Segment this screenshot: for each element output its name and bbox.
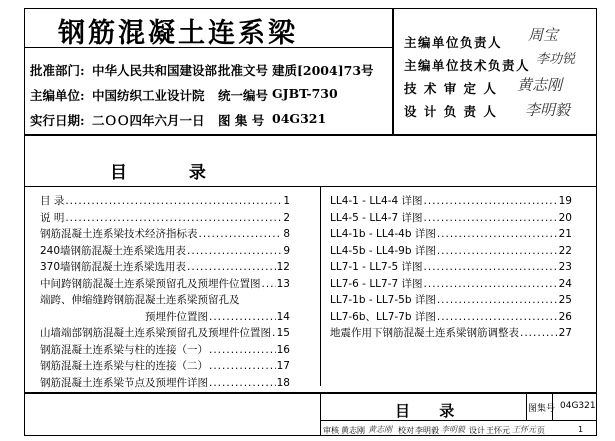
toc-leader-dots [424, 261, 558, 273]
toc-entry-page: 14 [276, 310, 290, 323]
header-divider-vertical [392, 8, 394, 135]
title-block-top [24, 392, 597, 394]
toc-row [40, 243, 290, 257]
designer-signature: 王怀元 [512, 425, 536, 434]
design-label: 设计 [469, 426, 485, 435]
approval-no: 建质[2004]73号 [272, 63, 374, 78]
toc-entry-page: 22 [558, 244, 572, 257]
toc-leader-dots [437, 245, 558, 257]
toc-leader-dots [424, 278, 558, 290]
checker-signature: 李明毅 [441, 425, 465, 434]
signature-tech-lead: 李功锐 [536, 52, 576, 67]
toc-leader-dots [187, 261, 276, 273]
toc-entry-page: 23 [558, 261, 572, 273]
toc-row [145, 309, 290, 323]
toc-entry-title: 预埋件位置图 [145, 310, 208, 323]
reviewer-signature: 黄志刚 [368, 425, 392, 434]
toc-leader-dots [65, 212, 282, 224]
toc-row [40, 358, 290, 372]
signature-design-lead: 李明毅 [525, 101, 571, 119]
toc-entry-title: LL4-5b - LL4-9b 详图 [330, 244, 436, 257]
title-block-page-no: 1 [578, 425, 584, 434]
review-label: 审核 [323, 426, 339, 435]
toc-row [40, 210, 290, 224]
toc-entry-page: 9 [283, 244, 290, 257]
atlas-no: 04G321 [272, 111, 327, 126]
toc-heading-underline [24, 186, 597, 187]
toc-entry-page: 21 [558, 228, 572, 240]
toc-heading: 目 录 [110, 163, 234, 183]
check-label: 校对 [398, 426, 414, 435]
toc-entry-title: LL4-1b - LL4-4b 详图 [330, 228, 436, 240]
toc-row [40, 375, 290, 389]
atlas-no-label: 图 集 号 [218, 113, 265, 128]
toc-entry-page: 25 [558, 294, 572, 306]
toc-leader-dots [199, 228, 283, 240]
toc-leader-dots [272, 327, 276, 339]
toc-row [330, 259, 572, 273]
toc-row [40, 193, 290, 207]
toc-entry-title: 端跨、伸缩缝跨钢筋混凝土连系梁预留孔及 [40, 294, 240, 306]
editor-unit-label: 主编单位: [30, 88, 85, 103]
toc-entry-title: 370墙钢筋混凝土连系梁选用表 [40, 261, 187, 273]
toc-entry-page: 12 [276, 261, 290, 273]
toc-entry-page: 8 [283, 228, 290, 240]
toc-leader-dots [187, 245, 282, 257]
toc-entry-page: 24 [558, 277, 572, 290]
toc-entry-title: LL7-6b、LL7-7b 详图 [330, 310, 436, 323]
effective-date-label: 实行日期: [30, 113, 85, 128]
toc-leader-dots [437, 294, 558, 306]
role-tech-lead: 主编单位技术负责人 [404, 58, 531, 73]
designer-name: 王怀元 [486, 426, 510, 435]
title-block-col1 [526, 392, 527, 420]
toc-row [330, 309, 572, 323]
toc-leader-dots [520, 327, 558, 339]
toc-entry-page: 26 [558, 310, 572, 323]
approving-dept: 中华人民共和国建设部 [92, 63, 218, 78]
toc-entry-page: 15 [276, 327, 290, 339]
toc-entry-page: 1 [283, 195, 290, 207]
title-block-title: 目 录 [395, 402, 467, 420]
toc-row [40, 292, 290, 306]
toc-row [330, 243, 572, 257]
toc-entry-title: 山墙端部钢筋混凝土连系梁预留孔及预埋件位置图 [40, 327, 271, 339]
toc-entry-page: 19 [558, 195, 572, 207]
effective-date: 二ＯＯ四年六月一日 [92, 113, 205, 128]
role-chief-editor: 主编单位负责人 [404, 35, 503, 50]
toc-entry-title: 说 明 [40, 211, 65, 224]
toc-leader-dots [437, 228, 558, 240]
title-block-left [320, 392, 321, 436]
toc-entry-title: 钢筋混凝土连系梁与柱的连接（一） [40, 343, 208, 356]
signature-tech-reviewer: 黄志刚 [517, 76, 563, 94]
toc-entry-title: LL7-1 - LL7-5 详图 [330, 261, 423, 273]
title-block-page-label: 页 [537, 426, 545, 435]
toc-column-divider [320, 186, 321, 386]
toc-leader-dots [209, 377, 276, 389]
toc-leader-dots [262, 278, 276, 290]
toc-entry-title: 钢筋混凝土连系梁与柱的连接（二） [40, 360, 208, 372]
toc-entry-title: 中间跨钢筋混凝土连系梁预留孔及预埋件位置图 [40, 277, 261, 290]
approving-dept-label: 批准部门: [30, 63, 85, 78]
toc-entry-page: 27 [558, 327, 572, 339]
toc-entry-page: 18 [276, 376, 290, 389]
toc-entry-title: 钢筋混凝土连系梁节点及预埋件详图 [40, 376, 208, 389]
toc-leader-dots [209, 311, 276, 323]
checker-name: 李明毅 [415, 426, 439, 435]
toc-row [330, 292, 572, 306]
title-block-atlas-no: 04G321 [560, 401, 596, 411]
toc-row [330, 226, 572, 240]
toc-entry-page: 17 [276, 360, 290, 372]
toc-entry-title: 240墙钢筋混凝土连系梁选用表 [40, 244, 187, 257]
toc-row [330, 325, 572, 339]
approval-no-label: 批准文号 [218, 63, 269, 78]
toc-leader-dots [437, 311, 558, 323]
unified-no-label: 统一编号 [218, 88, 269, 103]
toc-entry-title: LL7-6 - LL7-7 详图 [330, 277, 423, 290]
toc-leader-dots [424, 212, 558, 224]
toc-row [40, 325, 290, 339]
toc-entry-page: 2 [283, 211, 290, 224]
editor-unit: 中国纺织工业设计院 [92, 88, 205, 103]
toc-entry-title: LL4-1 - LL4-4 详图 [330, 195, 423, 207]
toc-entry-page: 13 [276, 277, 290, 290]
toc-leader-dots [65, 195, 282, 207]
role-design-lead: 设 计 负 责 人 [404, 104, 498, 119]
toc-leader-dots [209, 344, 276, 356]
signature-chief-editor: 周宝 [528, 26, 559, 44]
page-title: 钢筋混凝土连系梁 [58, 18, 298, 49]
toc-entry-page: 20 [558, 211, 572, 224]
toc-leader-dots [209, 360, 276, 372]
toc-entry-title: LL7-1b - LL7-5b 详图 [330, 294, 436, 306]
toc-entry-page: 16 [276, 343, 290, 356]
header-divider-horizontal [24, 134, 597, 136]
toc-row [330, 210, 572, 224]
toc-row [40, 276, 290, 290]
reviewer-name: 黄志刚 [341, 426, 365, 435]
toc-row [40, 226, 290, 240]
unified-no: GJBT-730 [272, 86, 338, 101]
title-block-atlas-label: 图集号 [528, 404, 556, 414]
toc-leader-dots [424, 195, 558, 207]
toc-entry-title: LL4-5 - LL4-7 详图 [330, 211, 423, 224]
toc-entry-title: 钢筋混凝土连系梁技术经济指标表 [40, 228, 198, 240]
role-tech-reviewer: 技 术 审 定 人 [404, 81, 498, 96]
toc-row [40, 342, 290, 356]
toc-row [330, 193, 572, 207]
toc-entry-title: 目 录 [40, 195, 65, 207]
toc-row [330, 276, 572, 290]
toc-row [40, 259, 290, 273]
toc-entry-title: 地震作用下钢筋混凝土连系梁钢筋调整表 [330, 327, 519, 339]
